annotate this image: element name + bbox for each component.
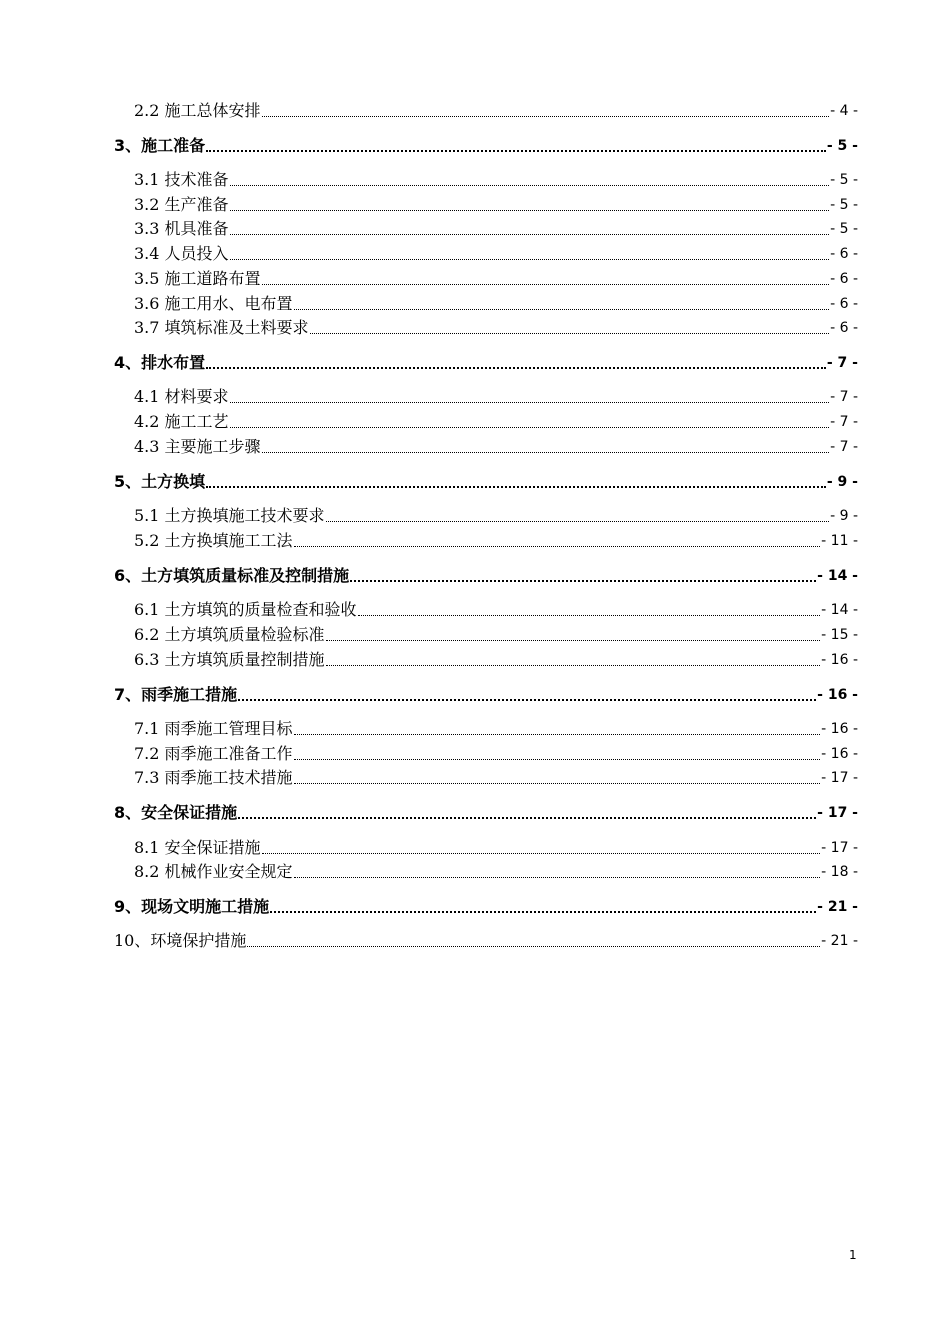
dot-leader bbox=[326, 639, 821, 641]
toc-entry-page: - 6 - bbox=[830, 320, 858, 336]
toc-entry[interactable] bbox=[114, 895, 858, 917]
toc-entry[interactable] bbox=[114, 564, 858, 586]
dot-leader bbox=[230, 426, 830, 428]
dot-leader bbox=[270, 910, 816, 913]
toc-entry-page: - 5 - bbox=[830, 221, 858, 237]
toc-entry-page: - 5 - bbox=[830, 197, 858, 213]
dot-leader bbox=[238, 816, 816, 819]
toc-entry-page: - 7 - bbox=[826, 355, 858, 371]
toc-entry[interactable] bbox=[134, 217, 858, 239]
toc-entry[interactable] bbox=[114, 470, 858, 492]
toc-entry-page: - 21 - bbox=[817, 899, 858, 915]
toc-entry-page: - 9 - bbox=[826, 474, 858, 490]
toc-entry-label: 3.2 生产准备 bbox=[134, 195, 229, 214]
toc-entry-label: 4.1 材料要求 bbox=[134, 387, 229, 406]
toc-entry-label: 8.1 安全保证措施 bbox=[134, 838, 261, 857]
toc-entry[interactable] bbox=[134, 292, 858, 314]
dot-leader bbox=[230, 184, 830, 186]
toc-entry-label: 3、施工准备 bbox=[114, 136, 206, 155]
toc-entry[interactable] bbox=[134, 267, 858, 289]
dot-leader bbox=[294, 782, 821, 784]
dot-leader bbox=[247, 945, 820, 947]
toc-entry-page: - 16 - bbox=[821, 652, 858, 668]
toc-entry[interactable] bbox=[134, 410, 858, 432]
dot-leader bbox=[294, 876, 821, 878]
toc-entry[interactable] bbox=[134, 168, 858, 190]
toc-entry-label: 5.2 土方换填施工工法 bbox=[134, 531, 293, 550]
toc-entry-label: 4、排水布置 bbox=[114, 353, 206, 372]
toc-entry-label: 8.2 机械作业安全规定 bbox=[134, 862, 293, 881]
toc-entry[interactable] bbox=[134, 717, 858, 739]
toc-entry-page: - 14 - bbox=[821, 602, 858, 618]
toc-entry-page: - 7 - bbox=[830, 389, 858, 405]
toc-entry[interactable] bbox=[134, 766, 858, 788]
dot-leader bbox=[294, 308, 830, 310]
toc-entry-page: - 6 - bbox=[830, 246, 858, 262]
toc-entry-page: - 7 - bbox=[830, 439, 858, 455]
dot-leader bbox=[230, 401, 830, 403]
toc-entry-label: 3.3 机具准备 bbox=[134, 219, 229, 238]
toc-entry-page: - 9 - bbox=[830, 508, 858, 524]
dot-leader bbox=[326, 520, 830, 522]
toc-entry[interactable] bbox=[114, 929, 858, 951]
toc-entry-page: - 17 - bbox=[821, 840, 858, 856]
toc-entry-page: - 11 - bbox=[821, 533, 858, 549]
toc-entry[interactable] bbox=[134, 529, 858, 551]
toc-entry-page: - 5 - bbox=[826, 138, 858, 154]
toc-entry[interactable] bbox=[134, 648, 858, 670]
toc-entry-label: 5.1 土方换填施工技术要求 bbox=[134, 506, 325, 525]
toc-entry[interactable] bbox=[134, 193, 858, 215]
toc-entry-label: 2.2 施工总体安排 bbox=[134, 101, 261, 120]
toc-entry-page: - 16 - bbox=[821, 721, 858, 737]
toc-entry-label: 6.2 土方填筑质量检验标准 bbox=[134, 625, 325, 644]
toc-entry-label: 3.4 人员投入 bbox=[134, 244, 229, 263]
dot-leader bbox=[294, 545, 821, 547]
dot-leader bbox=[206, 485, 826, 488]
dot-leader bbox=[230, 209, 830, 211]
toc-entry-page: - 16 - bbox=[817, 687, 858, 703]
dot-leader bbox=[262, 451, 830, 453]
toc-entry[interactable] bbox=[114, 801, 858, 823]
dot-leader bbox=[326, 664, 821, 666]
toc-entry[interactable] bbox=[134, 623, 858, 645]
toc-entry-page: - 4 - bbox=[830, 103, 858, 119]
dot-leader bbox=[238, 698, 816, 701]
toc-entry-label: 6、土方填筑质量标准及控制措施 bbox=[114, 566, 350, 585]
toc-entry[interactable] bbox=[134, 435, 858, 457]
toc-entry-label: 3.1 技术准备 bbox=[134, 170, 229, 189]
dot-leader bbox=[206, 149, 826, 152]
toc-entry-label: 3.7 填筑标准及土料要求 bbox=[134, 318, 309, 337]
toc-entry-page: - 14 - bbox=[817, 568, 858, 584]
toc-entry-label: 4.3 主要施工步骤 bbox=[134, 437, 261, 456]
dot-leader bbox=[350, 579, 816, 582]
toc-entry-label: 7.2 雨季施工准备工作 bbox=[134, 744, 293, 763]
toc-entry-label: 4.2 施工工艺 bbox=[134, 412, 229, 431]
toc-entry-page: - 16 - bbox=[821, 746, 858, 762]
toc-entry[interactable] bbox=[134, 242, 858, 264]
dot-leader bbox=[230, 258, 830, 260]
dot-leader bbox=[262, 115, 830, 117]
page-number: 1 bbox=[849, 1248, 857, 1262]
toc-entry-label: 8、安全保证措施 bbox=[114, 803, 238, 822]
dot-leader bbox=[262, 283, 830, 285]
dot-leader bbox=[294, 758, 821, 760]
toc-entry[interactable] bbox=[134, 316, 858, 338]
toc-entry[interactable] bbox=[134, 742, 858, 764]
dot-leader bbox=[230, 233, 830, 235]
toc-entry-label: 9、现场文明施工措施 bbox=[114, 897, 270, 916]
toc-entry-page: - 15 - bbox=[821, 627, 858, 643]
toc-entry-label: 3.5 施工道路布置 bbox=[134, 269, 261, 288]
toc-entry-label: 6.3 土方填筑质量控制措施 bbox=[134, 650, 325, 669]
toc-entry-label: 3.6 施工用水、电布置 bbox=[134, 294, 293, 313]
toc-entry-page: - 6 - bbox=[830, 296, 858, 312]
toc-entry[interactable] bbox=[134, 860, 858, 882]
dot-leader bbox=[294, 733, 821, 735]
toc-entry-page: - 21 - bbox=[821, 933, 858, 949]
toc-entry[interactable] bbox=[134, 836, 858, 858]
toc-entry-label: 7.1 雨季施工管理目标 bbox=[134, 719, 293, 738]
toc-entry-page: - 5 - bbox=[830, 172, 858, 188]
dot-leader bbox=[358, 614, 821, 616]
toc-entry-label: 5、土方换填 bbox=[114, 472, 206, 491]
toc-entry-label: 6.1 土方填筑的质量检查和验收 bbox=[134, 600, 357, 619]
toc-entry[interactable] bbox=[134, 99, 858, 121]
toc-entry[interactable] bbox=[114, 351, 858, 373]
toc-entry-page: - 18 - bbox=[821, 864, 858, 880]
toc-entry-page: - 7 - bbox=[830, 414, 858, 430]
toc-entry[interactable] bbox=[134, 504, 858, 526]
toc-entry-page: - 17 - bbox=[817, 805, 858, 821]
toc-entry-page: - 6 - bbox=[830, 271, 858, 287]
toc-entry-label: 7、雨季施工措施 bbox=[114, 685, 238, 704]
toc-entry[interactable] bbox=[134, 598, 858, 620]
toc-entry[interactable] bbox=[114, 683, 858, 705]
dot-leader bbox=[262, 852, 821, 854]
dot-leader bbox=[310, 332, 830, 334]
toc-entry[interactable] bbox=[134, 385, 858, 407]
toc-entry-page: - 17 - bbox=[821, 770, 858, 786]
toc-entry[interactable] bbox=[114, 134, 858, 156]
toc-entry-label: 10、环境保护措施 bbox=[114, 931, 247, 950]
dot-leader bbox=[206, 366, 826, 369]
toc-entry-label: 7.3 雨季施工技术措施 bbox=[134, 768, 293, 787]
